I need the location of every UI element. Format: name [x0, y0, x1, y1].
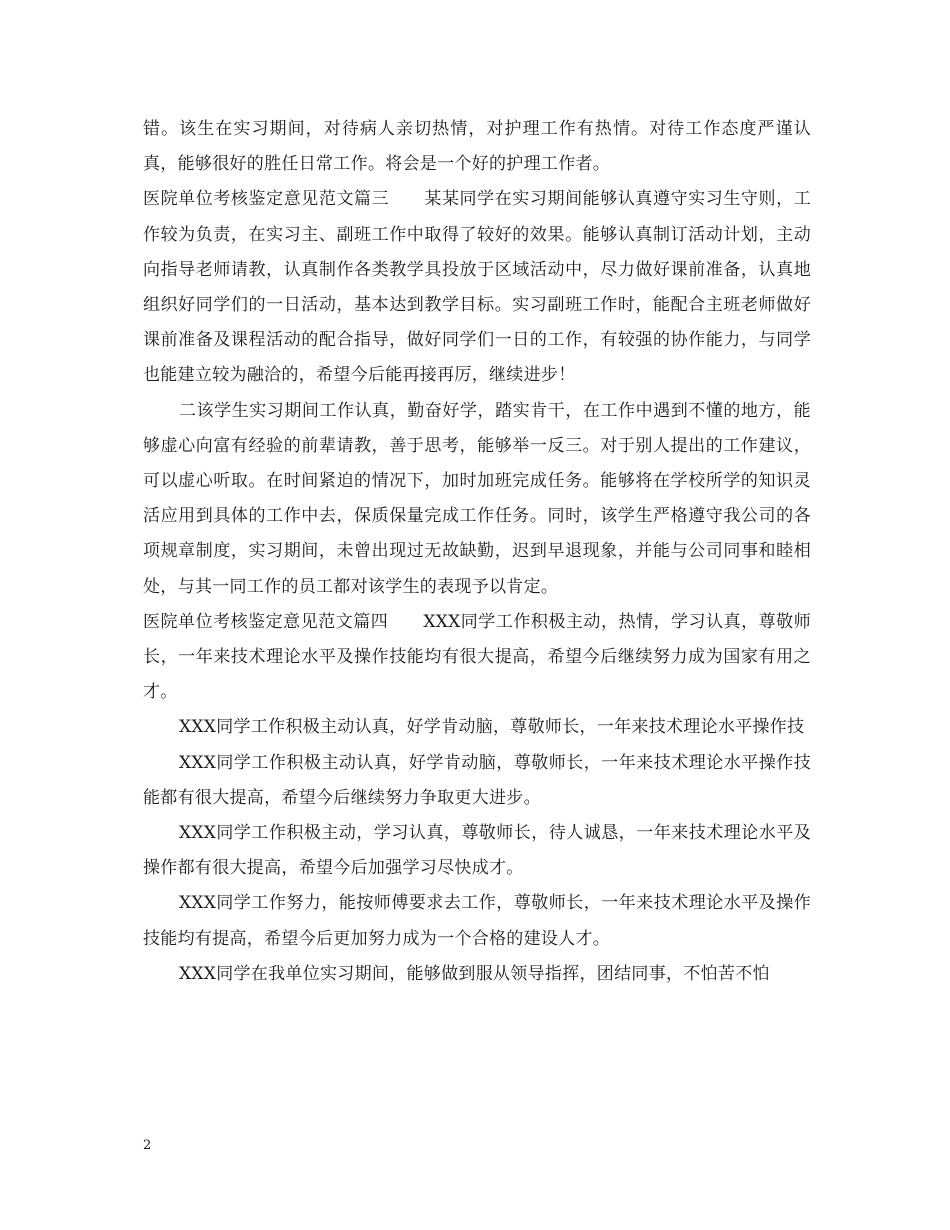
paragraph-8: XXX同学工作努力，能按师傅要求去工作，尊敬师长，一年来技术理论水平及操作技能均有提高，希望今后更加努力成为一个合格的建设人才。: [143, 893, 811, 949]
page-number: 2: [143, 1138, 152, 1153]
paragraph-4: 医院单位考核鉴定意见范文篇四 XXX同学工作积极主动，热情，学习认真，尊敬师长，一年来技术理论水平及操作技能均有很大提高，希望今后继续努力成为国家有用之才。: [143, 611, 811, 703]
document-body: [143, 112, 811, 992]
paragraph-9: XXX同学在我单位实习期间，能够做到服从领导指挥，团结同事，不怕苦不怕: [179, 963, 770, 984]
paragraph-3: 二该学生实习期间工作认真，勤奋好学，踏实肯干，在工作中遇到不懂的地方，能够虚心向富有经验的前辈请教，善于思考，能够举一反三。对于别人提出的工作建议，可以虚心听取。在时间紧迫的情况下，加时加班完成任务。能够将在学校所学的知识灵活应用到具体的工作中去，保质保量完成工作任务。同时，该学生严格遵守我公司的各项规章制度，实习期间，未曾出现过无故缺勤，迟到早退现象，并能与公司同事和睦相处，与其一同工作的员工都对该学生的表现予以肯定。: [143, 400, 811, 597]
paragraph-1: 错。该生在实习期间，对待病人亲切热情，对护理工作有热情。对待工作态度严谨认真，能够很好的胜任日常工作。将会是一个好的护理工作者。: [143, 119, 811, 175]
paragraph-7: XXX同学工作积极主动，学习认真，尊敬师长，待人诚恳，一年来技术理论水平及操作都有很大提高，希望今后加强学习尽快成才。: [143, 823, 811, 879]
paragraph-5: XXX同学工作积极主动认真，好学肯动脑，尊敬师长，一年来技术理论水平操作技: [179, 717, 805, 738]
paragraph-2: 医院单位考核鉴定意见范文篇三 某某同学在实习期间能够认真遵守实习生守则，工作较为负责，在实习主、副班工作中取得了较好的效果。能够认真制订活动计划，主动向指导老师请教，认真制作各类教学具投放于区域活动中，尽力做好课前准备，认真地组织好同学们的一日活动，基本达到教学目标。实习副班工作时，能配合主班老师做好课前准备及课程活动的配合指导，做好同学们一日的工作，有较强的协作能力，与同学也能建立较为融洽的，希望今后能再接再厉，继续进步！: [143, 189, 811, 386]
paragraph-6: XXX同学工作积极主动认真，好学肯动脑，尊敬师长，一年来技术理论水平操作技能都有很大提高，希望今后继续努力争取更大进步。: [143, 752, 811, 808]
